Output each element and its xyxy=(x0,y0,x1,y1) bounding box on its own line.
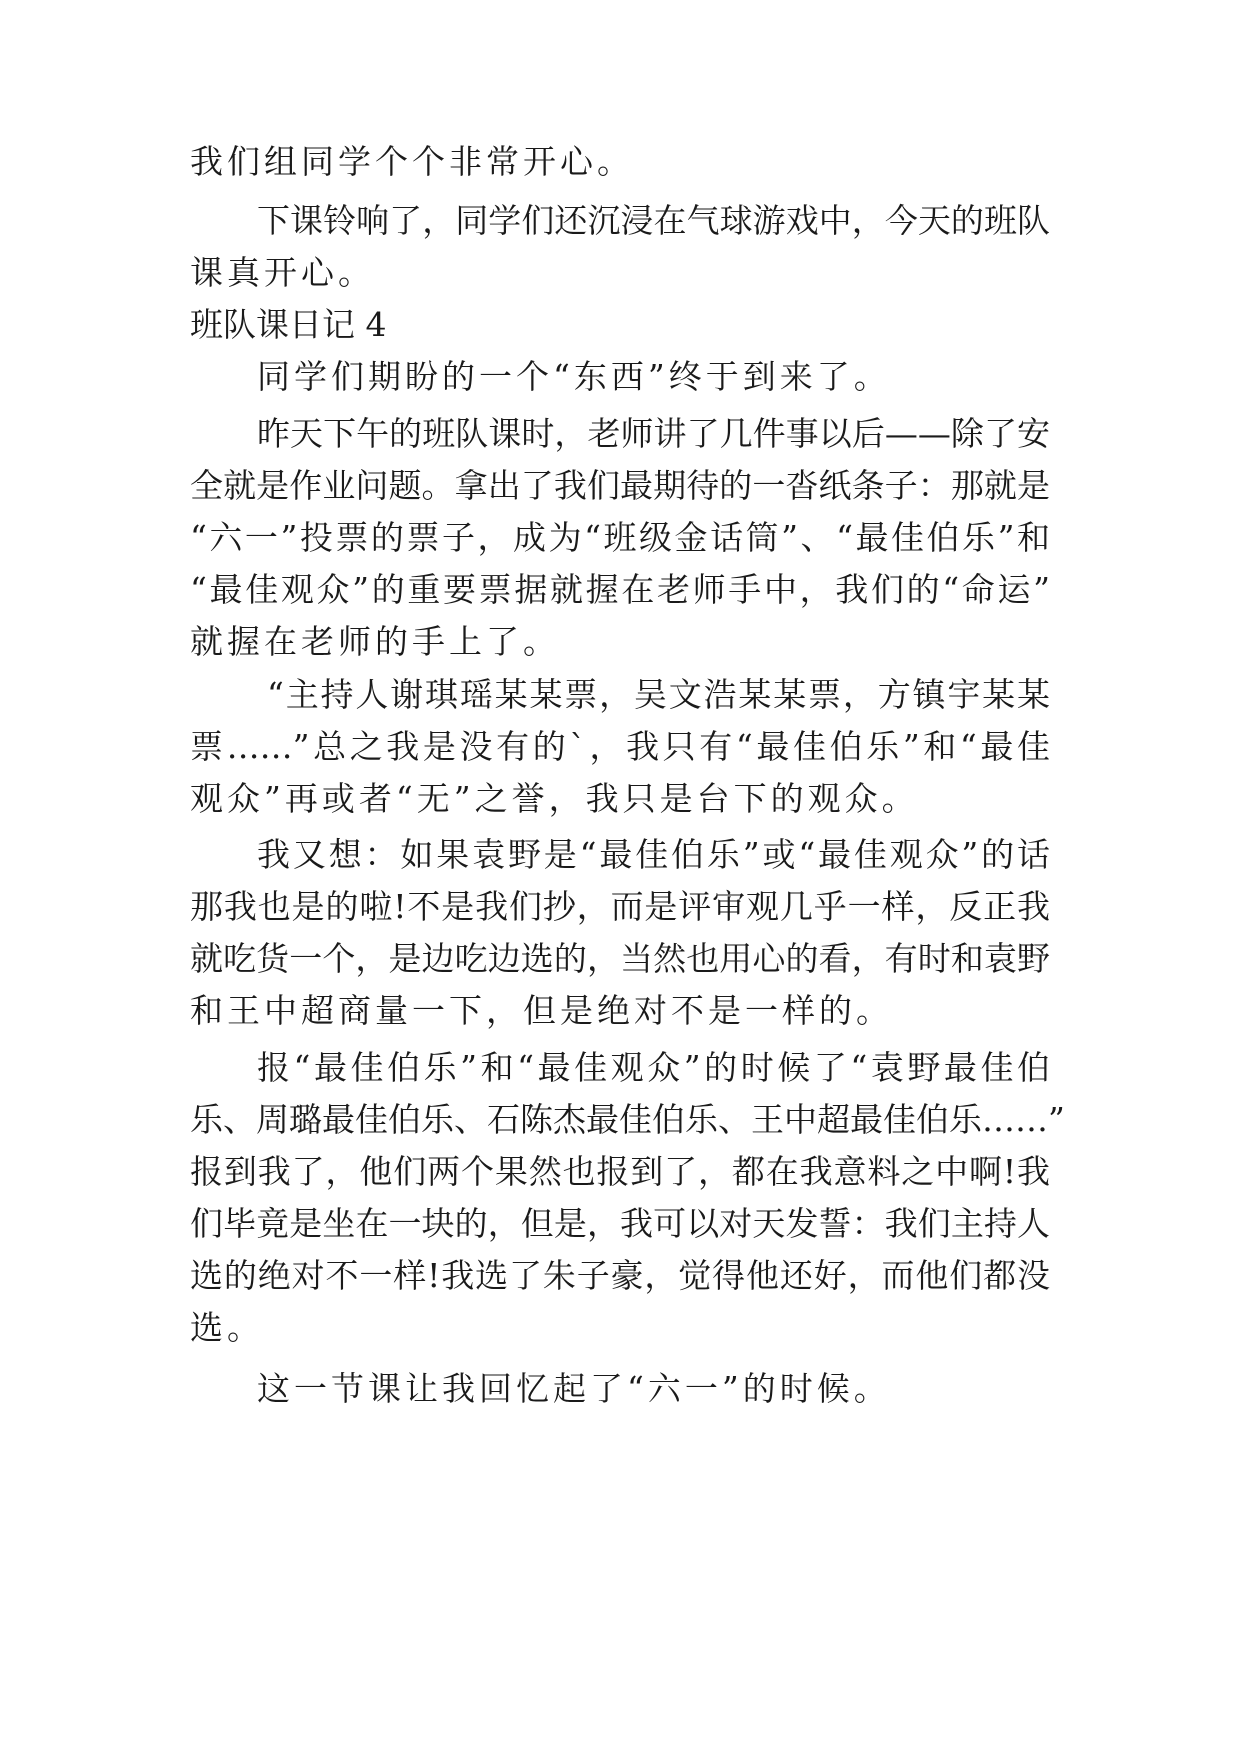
text-line: 就吃货一个，是边吃边选的，当然也用心的看，有时和袁野 xyxy=(190,939,1050,978)
section-heading: 班队课日记 4 xyxy=(190,305,387,344)
text-line: “六一”投票的票子，成为“班级金话筒”、“最佳伯乐”和 xyxy=(190,518,1050,557)
text-line: 全就是作业问题。拿出了我们最期待的一沓纸条子：那就是 xyxy=(190,466,1050,505)
text-line: 这一节课让我回忆起了“六一”的时候。 xyxy=(257,1369,891,1408)
text-line: “最佳观众”的重要票据就握在老师手中，我们的“命运” xyxy=(190,570,1050,609)
text-line: 下课铃响了，同学们还沉浸在气球游戏中，今天的班队 xyxy=(257,201,1050,240)
text-line: 选。 xyxy=(190,1308,264,1347)
text-line: 票……”总之我是没有的`，我只有“最佳伯乐”和“最佳 xyxy=(190,727,1050,766)
text-line: 课真开心。 xyxy=(190,253,375,292)
text-line: 和王中超商量一下，但是绝对不是一样的。 xyxy=(190,991,893,1030)
text-line: 就握在老师的手上了。 xyxy=(190,622,560,661)
text-line: 报到我了，他们两个果然也报到了，都在我意料之中啊!我 xyxy=(190,1152,1050,1191)
text-line: 选的绝对不一样!我选了朱子豪，觉得他还好，而他们都没 xyxy=(190,1256,1050,1295)
text-line: 我又想：如果袁野是“最佳伯乐”或“最佳观众”的话 xyxy=(257,835,1050,874)
text-line: 乐、周璐最佳伯乐、石陈杰最佳伯乐、王中超最佳伯乐……” xyxy=(190,1100,1065,1139)
text-line: 那我也是的啦!不是我们抄，而是评审观几乎一样，反正我 xyxy=(190,887,1050,926)
text-line: 报“最佳伯乐”和“最佳观众”的时候了“袁野最佳伯 xyxy=(257,1048,1050,1087)
text-line: 我们组同学个个非常开心。 xyxy=(190,142,634,181)
text-line: 同学们期盼的一个“东西”终于到来了。 xyxy=(257,357,891,396)
text-line: 们毕竟是坐在一块的，但是，我可以对天发誓：我们主持人 xyxy=(190,1204,1050,1243)
text-line: “主持人谢琪瑶某某票，吴文浩某某票，方镇宇某某 xyxy=(267,675,1050,714)
text-line: 昨天下午的班队课时，老师讲了几件事以后——除了安 xyxy=(257,414,1050,453)
text-line: 观众”再或者“无”之誉，我只是台下的观众。 xyxy=(190,779,919,818)
